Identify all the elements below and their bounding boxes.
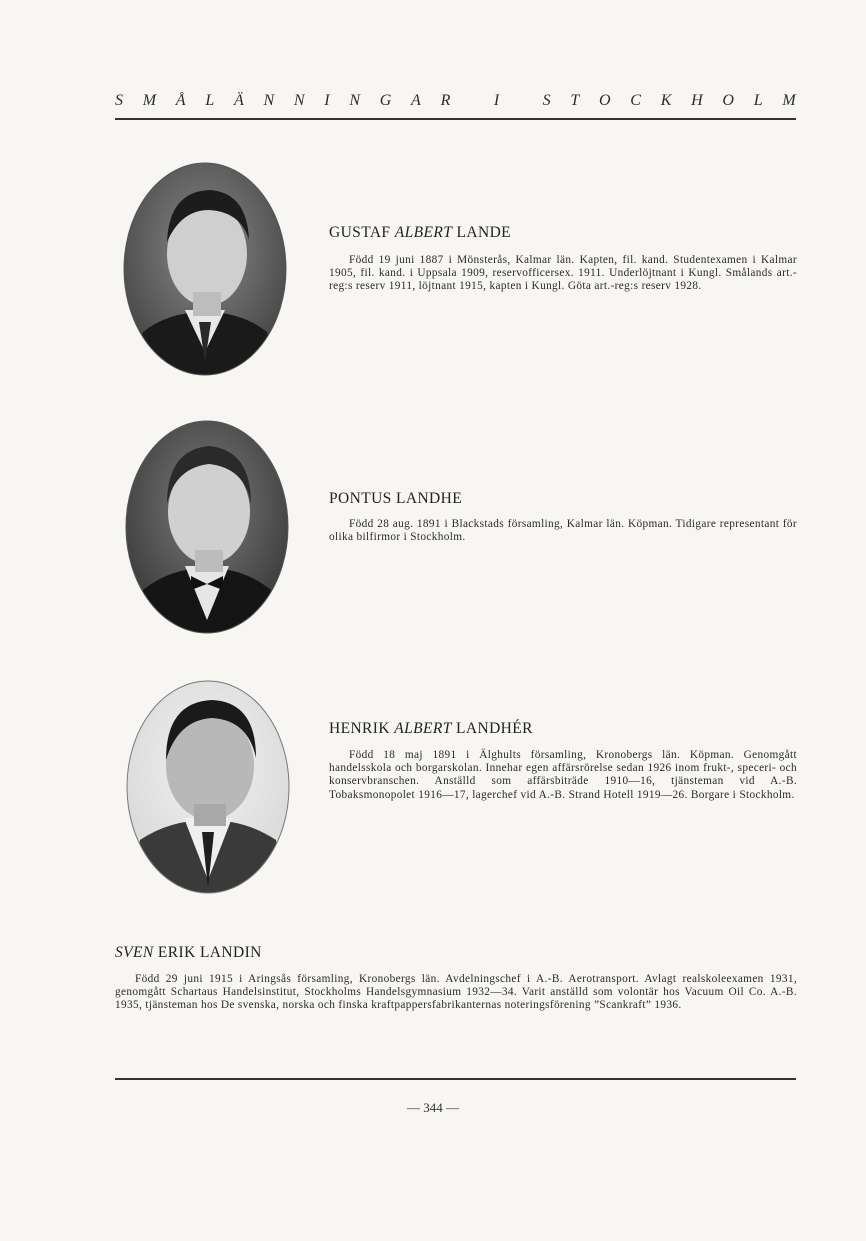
running-title-letter: I <box>493 92 500 109</box>
running-title-letter: A <box>411 92 421 109</box>
running-title-letter: G <box>379 92 392 109</box>
running-title-letter: L <box>205 92 215 109</box>
entry-name-3: HENRIK ALBERT LANDHÉR <box>329 720 533 737</box>
running-title-letter: M <box>782 92 796 109</box>
running-title-letter: O <box>598 92 611 109</box>
running-title-letter: I <box>324 92 330 109</box>
entry-text-2: Född 28 aug. 1891 i Blackstads församling, Kalmar län. Köpman. Tidigare representant för olika bilfirmor i Stockholm. <box>329 518 797 544</box>
running-title-letter <box>470 92 474 110</box>
portrait-oval-image <box>126 680 290 894</box>
running-title-letter: K <box>660 92 672 109</box>
entry-text-3: Född 18 maj 1891 i Älghults församling, Kronobergs län. Köpman. Genomgått handelsskola och borgarskolan. Innehar egen affärsrörelse sedan 1926 inom frukt-, speceri- och konservbranschen. Anställd som affärsbiträde 1910—16, tjänsteman vid A.-B. Tobaksmonopolet 1916—17, lagerchef vid A.-B. Strand Hotell 1919—26. Borgare i Stockholm. <box>329 749 797 801</box>
running-title-letter: N <box>349 92 361 109</box>
running-title-letter: S <box>115 92 123 109</box>
footer-rule <box>115 1078 796 1080</box>
running-title-letter: N <box>263 92 275 109</box>
header-rule <box>115 118 796 120</box>
running-title-letter: R <box>440 92 451 109</box>
entry-name-2: PONTUS LANDHE <box>329 490 463 507</box>
running-title-letter: T <box>570 92 580 109</box>
portrait-photo-2 <box>125 420 289 634</box>
running-title-letter: O <box>722 92 734 109</box>
running-title-letter: L <box>753 92 763 109</box>
running-title-letter <box>519 92 523 110</box>
portrait-photo-3 <box>126 680 290 894</box>
running-title-letter: S <box>542 92 551 109</box>
running-title-letter: H <box>691 92 703 109</box>
portrait-oval-image <box>125 420 289 634</box>
running-title-letter: Å <box>175 92 186 109</box>
entry-text-1: Född 19 juni 1887 i Mönsterås, Kalmar län. Kapten, fil. kand. Studentexamen i Kalmar 1905, fil. kand. i Uppsala 1909, reservofficersex. 1911. Underlöjtnant i Kungl. Smålands art.-reg:s reserv 1911, löjtnant 1915, kapten i Kungl. Göta art.-reg:s reserv 1928. <box>329 254 797 293</box>
running-title-letter: M <box>142 92 157 109</box>
portrait-oval-image <box>123 162 287 376</box>
portrait-photo-1 <box>123 162 287 376</box>
running-title-letter: C <box>630 92 641 109</box>
running-title-letter: N <box>293 92 305 109</box>
entry-text-4: Född 29 juni 1915 i Aringsås församling, Kronobergs län. Avdelningschef i A.-B. Aerotransport. Avlagt realskoleexamen 1931, genomgått Schartaus Handelsinstitut, Stockholms Handelsgymnasium 1932—34. Varit anställd som volontär hos Vacuum Oil Co. A.-B. 1935, tjänsteman hos De svenska, norska och finska kraftpappersfabrikanternas noteringsförening ”Scankraft” 1936. <box>115 973 797 1012</box>
running-title-letter: Ä <box>233 92 244 109</box>
page-number: — 344 — <box>407 1100 459 1115</box>
entry-name-1: GUSTAF ALBERT LANDE <box>329 224 512 241</box>
entry-name-4: SVEN ERIK LANDIN <box>115 944 262 961</box>
running-title <box>115 92 796 110</box>
